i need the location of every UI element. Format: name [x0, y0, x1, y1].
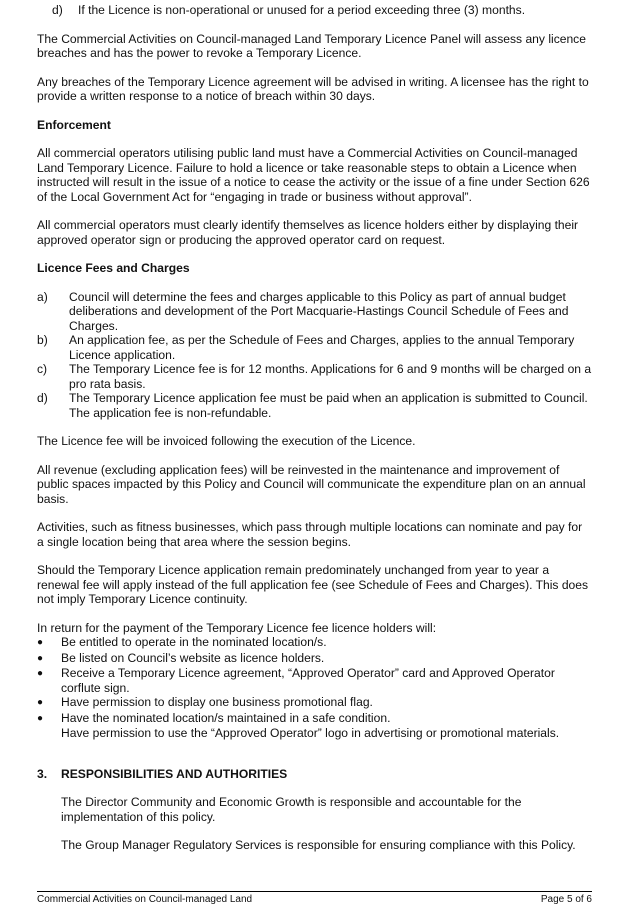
- list-item-text: The Temporary Licence fee is for 12 months. Applications for 6 and 9 months will be charged on a pro rata basis.: [69, 362, 592, 391]
- page-footer: [37, 891, 592, 906]
- enforcement-paragraph-2: All commercial operators must clearly identify themselves as licence holders either by displaying their approved operator sign or producing the approved operator card on request.: [37, 218, 579, 247]
- activities-paragraph: Activities, such as fitness businesses, which pass through multiple locations can nominate and pay for a single location being that area where the session begins.: [37, 520, 583, 549]
- responsibility-paragraph-1: The Director Community and Economic Growth is responsible and accountable for the implementation of this policy.: [61, 795, 522, 824]
- list-item-text: Council will determine the fees and charges applicable to this Policy as part of annual budget deliberations and development of the Port Macquarie-Hastings Council Schedule of Fees and Charges.: [69, 289, 569, 333]
- return-intro: In return for the payment of the Temporary Licence fee licence holders will:: [37, 620, 437, 635]
- list-item: [37, 711, 592, 727]
- section-heading: [37, 767, 592, 782]
- section-number: 3.: [37, 766, 48, 781]
- fees-heading: Licence Fees and Charges: [37, 261, 190, 275]
- fees-list: [37, 290, 592, 421]
- document-page: [37, 3, 592, 853]
- list-item-text: Be entitled to operate in the nominated location/s.: [61, 635, 327, 649]
- section-title: RESPONSIBILITIES AND AUTHORITIES: [61, 766, 288, 781]
- panel-paragraph: The Commercial Activities on Council-managed Land Temporary Licence Panel will assess any licence breaches and has the power to revoke a Temporary Licence.: [37, 31, 586, 60]
- bullet-icon: ●: [37, 637, 44, 648]
- list-item: [37, 695, 592, 711]
- benefits-list: [37, 635, 592, 726]
- revenue-paragraph: All revenue (excluding application fees) will be reinvested in the maintenance and improvement of public spaces impacted by this Policy and Council will communicate the expenditure plan on an annual basis.: [37, 462, 586, 506]
- list-item-text: An application fee, as per the Schedule of Fees and Charges, applies to the annual Temporary Licence application.: [69, 333, 575, 362]
- page-number: Page 5 of 6: [540, 894, 592, 905]
- footer-title: Commercial Activities on Council-managed Land: [37, 894, 253, 905]
- list-item: [37, 391, 592, 420]
- list-item-label: d): [37, 391, 48, 405]
- renewal-paragraph: Should the Temporary Licence application remain predominately unchanged from year to year a renewal fee will apply instead of the full application fee (see Schedule of Fees and Charges). This does not imply Temporary Licence continuity.: [37, 563, 589, 606]
- list-item: [37, 333, 592, 362]
- bullet-icon: ●: [37, 712, 44, 724]
- list-item-text: Have permission to display one business promotional flag.: [61, 695, 373, 709]
- list-item: [37, 362, 592, 391]
- list-item: [37, 3, 592, 18]
- list-item: [37, 290, 592, 334]
- bullet-icon: ●: [37, 668, 44, 679]
- enforcement-paragraph-1: All commercial operators utilising public land must have a Commercial Activities on Council-managed Land Temporary Licence. Failure to hold a licence or take reasonable steps to obtain a Licence when instructed will result in the issue of a notice to cease the activity or the issue of a fine under Section 626 of the Local Government Act for “engaging in trade or business without approval”.: [37, 146, 590, 204]
- list-item-text: Receive a Temporary Licence agreement, “Approved Operator” card and Approved Operator corflute sign.: [61, 666, 555, 695]
- bullet-continuation: Have permission to use the “Approved Operator” logo in advertising or promotional materials.: [61, 726, 560, 740]
- list-item: [37, 651, 592, 667]
- list-item-text: Have the nominated location/s maintained in a safe condition.: [61, 710, 391, 725]
- list-item-text: If the Licence is non-operational or unused for a period exceeding three (3) months.: [78, 3, 526, 17]
- list-item-label: a): [37, 289, 48, 304]
- list-item-text: The Temporary Licence application fee must be paid when an application is submitted to Council. The application fee is non-refundable.: [69, 391, 588, 420]
- list-item-text: Be listed on Council’s website as licence holders.: [61, 650, 325, 665]
- enforcement-heading: Enforcement: [37, 117, 111, 132]
- list-item-label: b): [37, 333, 48, 347]
- list-item: [37, 666, 592, 695]
- list-item-label: d): [52, 3, 63, 17]
- list-item: [37, 635, 592, 651]
- list-item-label: c): [37, 362, 48, 376]
- bullet-icon: ●: [37, 652, 44, 664]
- responsibility-paragraph-2: The Group Manager Regulatory Services is responsible for ensuring compliance with this Policy.: [61, 838, 576, 852]
- bullet-icon: ●: [37, 697, 44, 708]
- breach-paragraph: Any breaches of the Temporary Licence agreement will be advised in writing. A licensee has the right to provide a written response to a notice of breach within 30 days.: [37, 74, 589, 103]
- invoice-paragraph: The Licence fee will be invoiced following the execution of the Licence.: [37, 434, 416, 448]
